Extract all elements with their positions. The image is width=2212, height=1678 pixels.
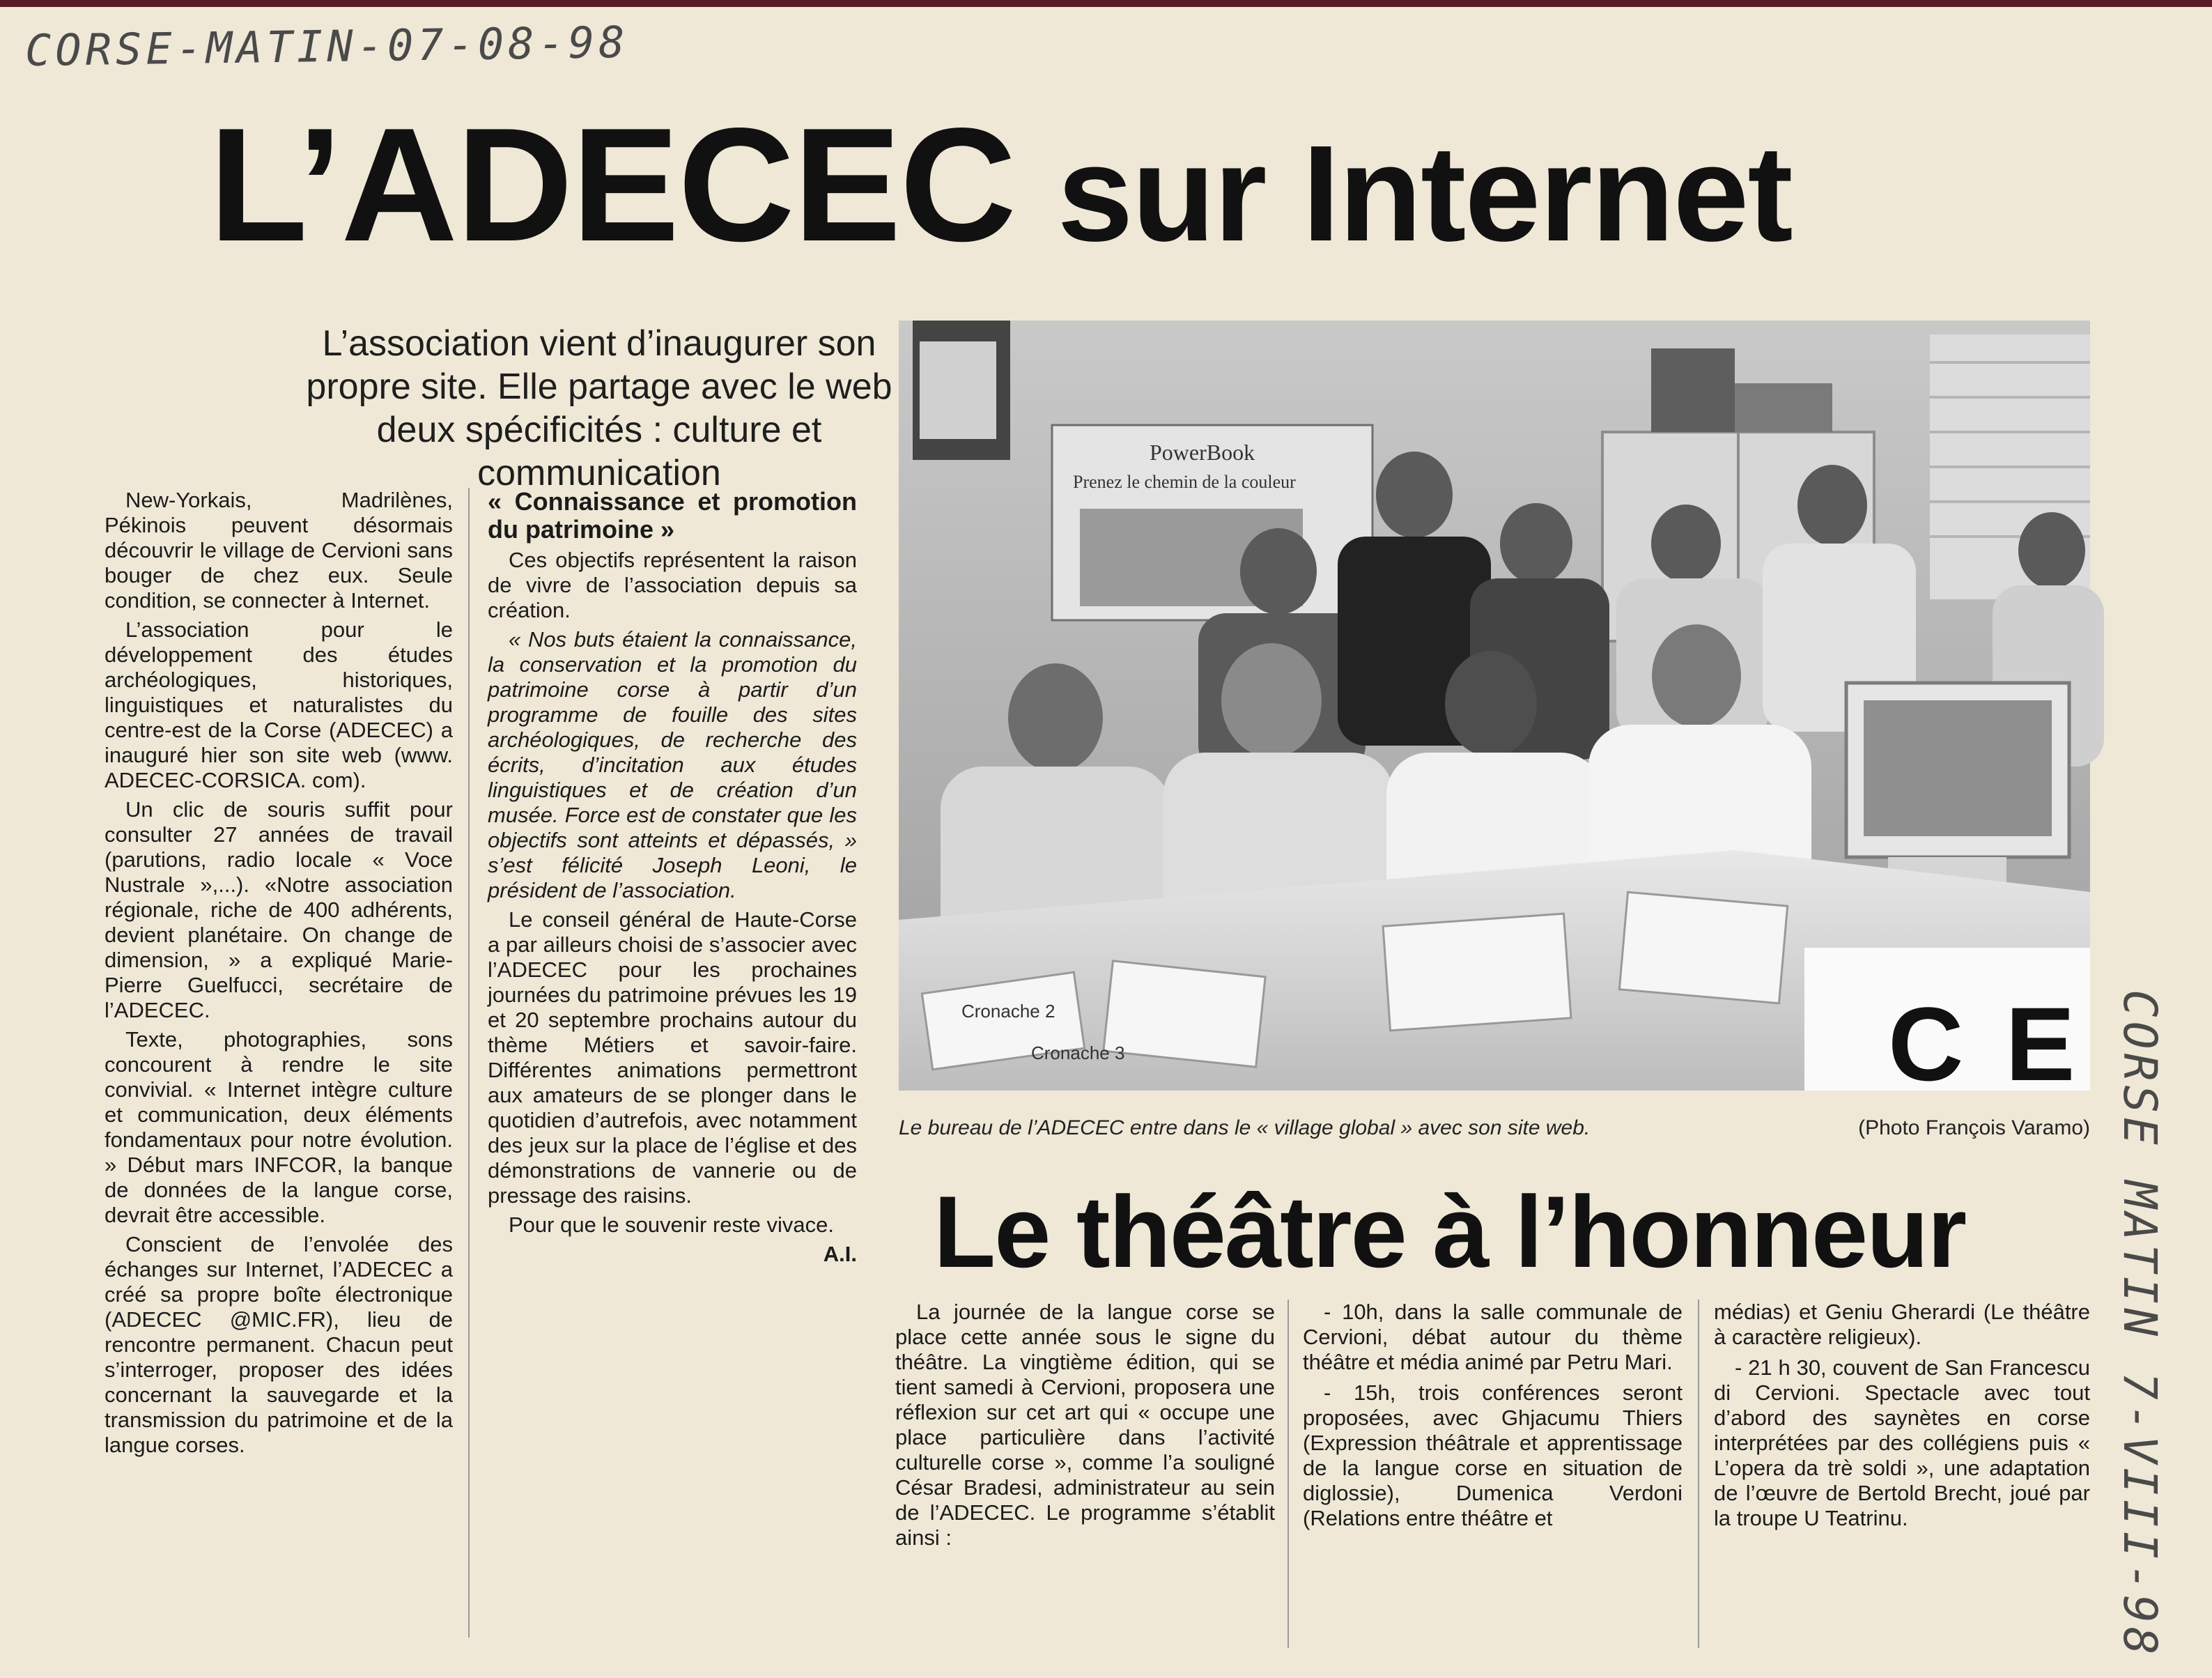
- section-subheading: « Connaissance et promotion du patrimoine »: [488, 487, 857, 544]
- second-article-column-2: [1303, 1300, 1683, 1537]
- column-rule: [468, 488, 470, 1638]
- headline-part-1: L’ADECEC: [209, 95, 1016, 275]
- headline-part-2: sur Internet: [1057, 117, 1792, 270]
- article-column-2: [488, 488, 857, 1271]
- article-headline: [209, 95, 1951, 275]
- article-standfirst: L’association vient d’inaugurer son propre site. Elle partage avec le web deux spécificités : culture et communication: [306, 323, 892, 493]
- paragraph: Un clic de souris suffit pour consulter 27 années de travail (parutions, radio locale « Voce Nustrale »,...). «Notre association régionale, riche de 400 adhérents, devient planétaire. On change de dimension, » a expliqué Marie-Pierre Guelfucci, secrétaire de l’ADECEC.: [105, 797, 453, 1022]
- author-signature: A.I.: [823, 1242, 857, 1266]
- handwritten-date-top: CORSE-MATIN-07-08-98: [24, 16, 630, 77]
- column-rule: [1287, 1300, 1289, 1648]
- banner-letters: CE: [1888, 985, 2117, 1102]
- second-article-headline: Le théâtre à l’honneur: [934, 1175, 1966, 1288]
- group-photo: [899, 321, 2117, 1102]
- paragraph: - 21 h 30, couvent de San Francescu di Cervioni. Spectacle avec tout d’abord des saynètes en corse interprétées par des collégiens puis « L’opera da trè soldi », une adaptation de l’œuvre de Bertold Brecht, joué par la troupe U Teatrinu.: [1714, 1355, 2090, 1530]
- top-border: [0, 0, 2212, 7]
- column-rule: [1698, 1300, 1699, 1648]
- handwritten-date-side: CORSE MATIN 7-VIII-98: [2113, 990, 2167, 1659]
- photo-caption: Le bureau de l’ADECEC entre dans le « village global » avec son site web.: [899, 1116, 1591, 1139]
- photo-illustration: [899, 321, 2117, 1102]
- paragraph: - 15h, trois conférences seront proposées, avec Ghjacumu Thiers (Expression théâtrale et apprentissage de la langue corse en situation de diglossie), Dumenica Verdoni (Relations entre théâtre et: [1303, 1380, 1683, 1530]
- paragraph: Le conseil général de Haute-Corse a par ailleurs choisi de s’associer avec l’ADECEC pour les prochaines journées du patrimoine prévues les 19 et 20 septembre prochains autour du thème Métiers et savoir-faire. Différentes animations permettront aux amateurs de se plonger dans le quotidien d’autrefois, avec notamment des jeux sur la place de l’église et des démonstrations de vannerie ou de pressage des raisins.: [488, 907, 857, 1208]
- article-column-1: [105, 488, 453, 1462]
- paragraph: Conscient de l’envolée des échanges sur Internet, l’ADECEC a créé sa propre boîte électronique (ADECEC @MIC.FR), lieu de rencontre permanent. Chacun peut s’interroger, proposer des idées concernant la sauvegarde et la transmission du patrimoine et de la langue corses.: [105, 1232, 453, 1457]
- poster-title: PowerBook: [1150, 440, 1255, 465]
- paragraph: - 10h, dans la salle communale de Cervioni, débat autour du thème théâtre et média animé par Petru Mari.: [1303, 1300, 1683, 1374]
- paragraph: La journée de la langue corse se place cette année sous le signe du théâtre. La vingtième édition, qui se tient samedi à Cervioni, proposera une réflexion sur cet art qui « occupe une place particulière dans l’activité culturelle corse », comme l’a souligné César Bradesi, administrateur au sein de l’ADECEC. Le programme s’établit ainsi :: [895, 1300, 1275, 1550]
- paragraph: Pour que le souvenir reste vivace.: [509, 1213, 834, 1237]
- booklet-label-1: Cronache 2: [961, 1001, 1055, 1022]
- paragraph: « Nos buts étaient la connaissance, la conservation et la promotion du patrimoine corse à partir d’un programme de fouille des sites archéologiques, de recherche des écrits, d’incitation aux études linguistiques et de création d’un musée. Force est de constater que les objectifs sont atteints et dépassés, » s’est félicité Joseph Leoni, le président de l’association.: [488, 627, 857, 902]
- poster-subtitle: Prenez le chemin de la couleur: [1073, 472, 1296, 492]
- paragraph: L’association pour le développement des études archéologiques, historiques, linguistiques et naturalistes du centre-est de la Corse (ADECEC) a inauguré hier son site web (www. ADECEC-CORSICA. com).: [105, 617, 453, 792]
- booklet-label-2: Cronache 3: [1031, 1042, 1125, 1063]
- paragraph: New-Yorkais, Madrilènes, Pékinois peuvent désormais découvrir le village de Cervioni sans bouger de chez eux. Seule condition, se connecter à Internet.: [105, 488, 453, 613]
- photo-caption-row: [899, 1116, 2090, 1140]
- paragraph: Ces objectifs représentent la raison de vivre de l’association depuis sa création.: [488, 548, 857, 622]
- second-article-column-3: [1714, 1300, 2090, 1537]
- paragraph: médias) et Geniu Gherardi (Le théâtre à caractère religieux).: [1714, 1300, 2090, 1349]
- newspaper-clipping: [0, 7, 2212, 1678]
- second-article-column-1: [895, 1300, 1275, 1556]
- paragraph: Texte, photographies, sons concourent à rendre le site convivial. « Internet intègre culture et communication, deux éléments fondamentaux pour notre évolution. » Début mars INFCOR, la banque de données de la langue corse, devrait être accessible.: [105, 1027, 453, 1227]
- photo-credit: (Photo François Varamo): [1858, 1116, 2090, 1139]
